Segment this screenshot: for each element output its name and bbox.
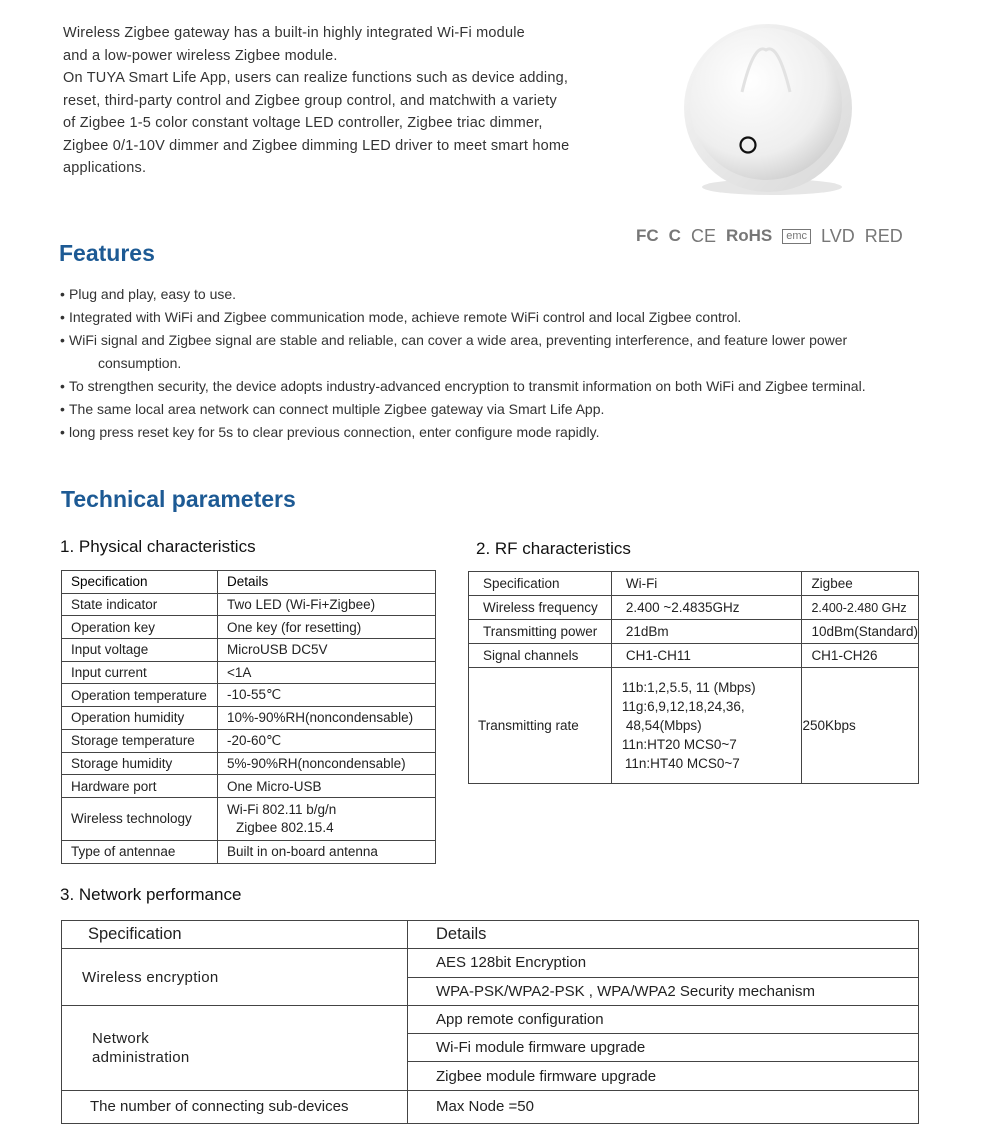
- spec-cell: State indicator: [62, 593, 218, 616]
- table-row: [62, 616, 436, 639]
- zigbee-cell: CH1-CH26: [802, 644, 919, 668]
- intro-line: Wireless Zigbee gateway has a built-in highly integrated Wi-Fi module: [63, 25, 525, 41]
- detail-cell: One key (for resetting): [218, 616, 436, 639]
- spec-cell: Operation humidity: [62, 707, 218, 730]
- spec-cell: Operation key: [62, 616, 218, 639]
- spec-cell: Input voltage: [62, 639, 218, 662]
- detail-cell: One Micro-USB: [218, 775, 436, 798]
- detail-cell: Max Node =50: [408, 1090, 919, 1123]
- zigbee-cell: 250Kbps: [802, 668, 919, 784]
- emc-mark: emc: [782, 229, 811, 244]
- header-cell: Specification: [469, 572, 612, 596]
- table-header-row: [469, 572, 919, 596]
- network-table: [61, 920, 919, 1124]
- detail-cell: MicroUSB DC5V: [218, 639, 436, 662]
- rate-line: 11g:6,9,12,18,24,36,: [621, 699, 745, 714]
- table-row: [62, 639, 436, 662]
- header-cell: Zigbee: [802, 572, 919, 596]
- table-row: [62, 593, 436, 616]
- table-row: [62, 729, 436, 752]
- gateway-device-image: [682, 22, 860, 200]
- rate-line: 11b:1,2,5.5, 11 (Mbps): [621, 680, 756, 695]
- spec-cell: Transmitting rate: [469, 668, 612, 784]
- header-cell: Specification: [62, 921, 408, 949]
- detail-cell: Built in on-board antenna: [218, 840, 436, 863]
- rf-table: [468, 571, 919, 784]
- header-cell: Specification: [62, 571, 218, 594]
- table-row: [62, 775, 436, 798]
- intro-line: applications.: [63, 160, 147, 176]
- certification-marks: [636, 224, 926, 248]
- detail-cell: 5%-90%RH(noncondensable): [218, 752, 436, 775]
- intro-text: [63, 22, 623, 180]
- list-item: • WiFi signal and Zigbee signal are stable and reliable, can cover a wide area, preventing interference, and feature lower power: [60, 329, 940, 352]
- detail-cell: Two LED (Wi-Fi+Zigbee): [218, 593, 436, 616]
- table-row: [469, 596, 919, 620]
- detail-cell: AES 128bit Encryption: [408, 949, 919, 977]
- rf-heading: 2. RF characteristics: [476, 539, 631, 558]
- table-row: [62, 707, 436, 730]
- spec-cell: Wireless frequency: [469, 596, 612, 620]
- table-row: [62, 1090, 919, 1123]
- wifi-cell: CH1-CH11: [611, 644, 802, 668]
- spec-line: Network: [92, 1029, 150, 1047]
- spec-cell: Signal channels: [469, 644, 612, 668]
- wifi-cell: 2.400 ~2.4835GHz: [611, 596, 802, 620]
- header-cell: Details: [218, 571, 436, 594]
- zigbee-cell: 2.400-2.480 GHz: [802, 596, 919, 620]
- intro-line: reset, third-party control and Zigbee group control, and matchwith a variety: [63, 92, 557, 109]
- rate-line: 48,54(Mbps): [625, 718, 702, 733]
- table-row: [469, 668, 919, 784]
- wifi-cell: 21dBm: [611, 620, 802, 644]
- spec-cell: Wireless encryption: [62, 949, 408, 1006]
- spec-cell: Hardware port: [62, 775, 218, 798]
- lvd-mark: LVD: [821, 225, 855, 246]
- spec-cell: The number of connecting sub-devices: [62, 1090, 408, 1123]
- detail-cell: [218, 797, 436, 840]
- table-row: [62, 840, 436, 863]
- intro-line: On TUYA Smart Life App, users can realize functions such as device adding,: [63, 70, 569, 86]
- spec-cell: Wireless technology: [62, 797, 218, 840]
- list-item: • long press reset key for 5s to clear previous connection, enter configure mode rapidly.: [60, 421, 940, 444]
- features-heading: Features: [59, 240, 155, 266]
- list-item-continuation: consumption.: [98, 355, 182, 371]
- physical-table: [61, 570, 436, 864]
- detail-cell: 10%-90%RH(noncondensable): [218, 707, 436, 730]
- list-item: • The same local area network can connect multiple Zigbee gateway via Smart Life App.: [60, 398, 940, 421]
- zigbee-cell: 10dBm(Standard): [802, 620, 919, 644]
- table-row: [62, 752, 436, 775]
- spec-cell: Transmitting power: [469, 620, 612, 644]
- c-tick-mark: C: [668, 226, 681, 245]
- spec-cell: Operation temperature: [62, 684, 218, 707]
- detail-cell: <1A: [218, 661, 436, 684]
- table-row: [62, 949, 919, 977]
- table-header-row: [62, 571, 436, 594]
- fcc-mark: FC: [636, 226, 659, 245]
- list-item: • Plug and play, easy to use.: [60, 283, 940, 306]
- detail-cell: Wi-Fi module firmware upgrade: [408, 1034, 919, 1062]
- detail-cell: -20-60℃: [218, 729, 436, 752]
- header-cell: Details: [408, 921, 919, 949]
- rate-line: 11n:HT40 MCS0~7: [624, 756, 740, 771]
- physical-heading: 1. Physical characteristics: [60, 537, 256, 556]
- spec-cell: Input current: [62, 661, 218, 684]
- spec-line: administration: [92, 1048, 190, 1066]
- ce-mark: CE: [690, 225, 716, 246]
- table-row: [62, 797, 436, 840]
- list-item: • Integrated with WiFi and Zigbee communication mode, achieve remote WiFi control and local Zigbee control.: [60, 306, 940, 329]
- table-row: [62, 661, 436, 684]
- wifi-cell: [611, 668, 802, 784]
- detail-line: Zigbee 802.15.4: [236, 819, 334, 835]
- detail-cell: WPA-PSK/WPA2-PSK , WPA/WPA2 Security mechanism: [408, 977, 919, 1005]
- technical-heading: Technical parameters: [61, 486, 296, 512]
- table-header-row: [62, 921, 919, 949]
- list-item: • To strengthen security, the device adopts industry-advanced encryption to transmit information on both WiFi and Zigbee terminal.: [60, 375, 940, 398]
- detail-line: Wi-Fi 802.11 b/g/n: [227, 801, 337, 817]
- detail-cell: Zigbee module firmware upgrade: [408, 1062, 919, 1090]
- detail-cell: App remote configuration: [408, 1005, 919, 1033]
- table-row: [62, 1005, 919, 1033]
- rate-line: 11n:HT20 MCS0~7: [621, 737, 737, 752]
- spec-cell: Storage humidity: [62, 752, 218, 775]
- spec-cell: [62, 1005, 408, 1090]
- features-list: [60, 283, 940, 444]
- spec-cell: Storage temperature: [62, 729, 218, 752]
- rohs-mark: RoHS: [725, 226, 773, 245]
- red-mark: RED: [864, 225, 903, 246]
- table-row: [469, 620, 919, 644]
- intro-line: of Zigbee 1-5 color constant voltage LED controller, Zigbee triac dimmer,: [63, 115, 543, 131]
- table-row: [62, 684, 436, 707]
- spec-cell: Type of antennae: [62, 840, 218, 863]
- table-row: [469, 644, 919, 668]
- network-heading: 3. Network performance: [60, 885, 242, 904]
- intro-line: and a low-power wireless Zigbee module.: [63, 47, 338, 64]
- header-cell: Wi-Fi: [611, 572, 802, 596]
- intro-line: Zigbee 0/1-10V dimmer and Zigbee dimming LED driver to meet smart home: [63, 137, 570, 154]
- detail-cell: -10-55℃: [218, 684, 436, 707]
